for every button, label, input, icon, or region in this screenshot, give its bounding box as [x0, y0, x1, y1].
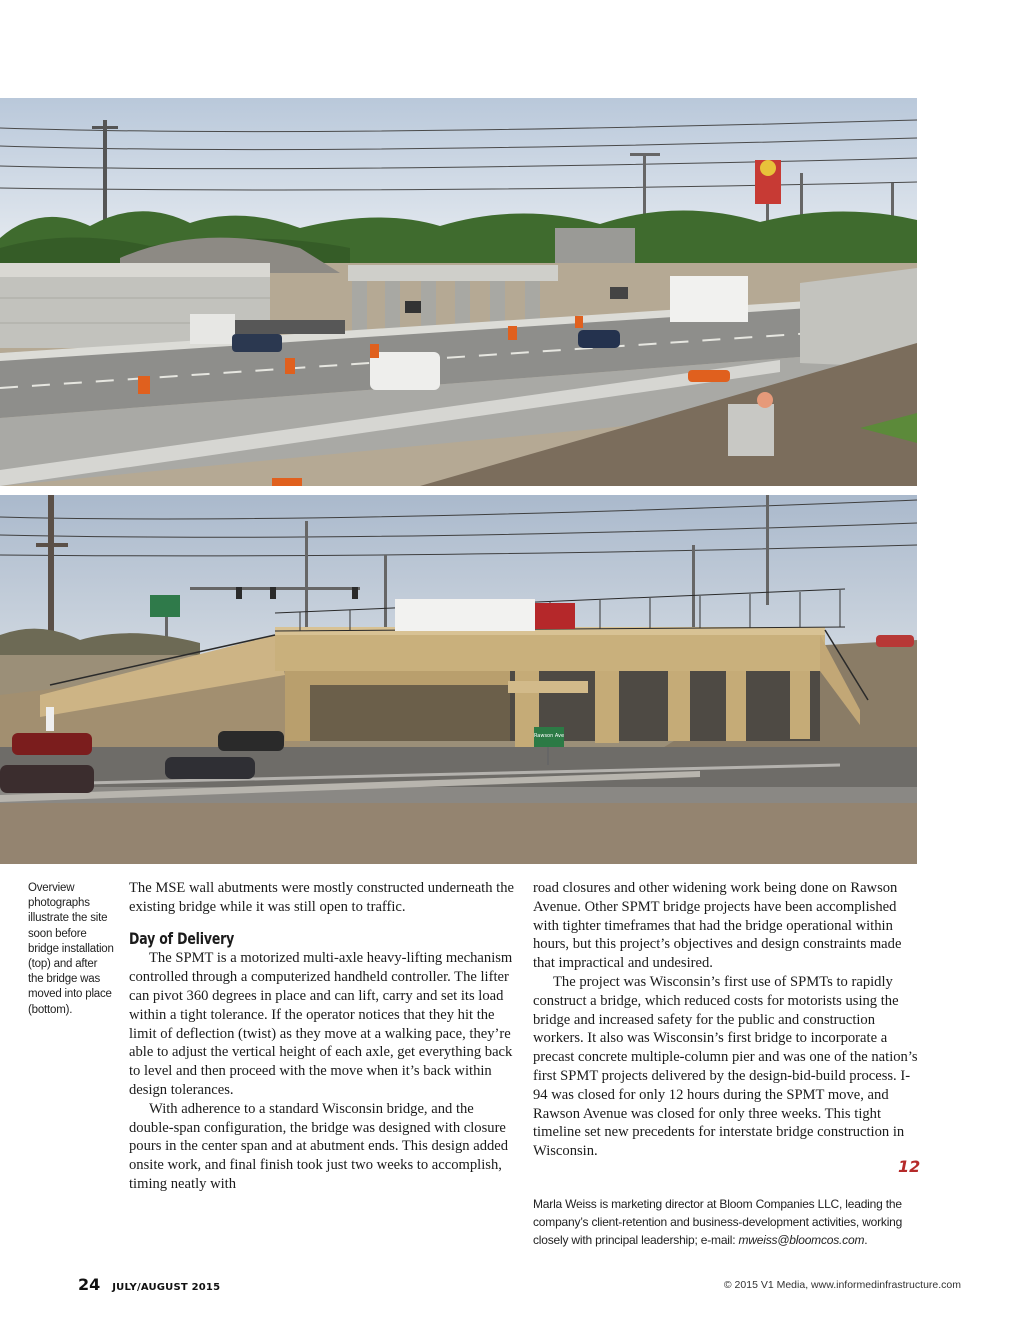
photo-caption: Overview photographs illustrate the site soon before bridge installation (top) and after the bridge was moved into place (bottom).: [28, 882, 114, 1016]
author-bio: [533, 1196, 918, 1249]
street-sign-text: Rawson Ave: [533, 733, 565, 739]
author-bio-text: Marla Weiss is marketing director at Bloom Companies LLC, leading the company’s client-retention and business-development activities, working closely with principal leadership; e-mail:: [533, 1197, 903, 1247]
photo-before-installation: [0, 98, 917, 486]
article-column-2: [533, 879, 918, 1161]
article-column-1: [129, 879, 514, 1194]
construction-site-illustration: [0, 98, 917, 486]
copyright-notice: © 2015 V1 Media, www.informedinfrastructure.com: [723, 1279, 961, 1291]
photo-after-installation: [0, 495, 917, 864]
body-paragraph: road closures and other widening work being done on Rawson Avenue. Other SPMT bridge projects have been accomplished with tighter timeframes that had the bridge operational within hours, but this project’s objectives and design constraints made that impractical and undesired.: [533, 880, 902, 972]
author-bio-suffix: .: [864, 1232, 868, 1247]
page-number: 24: [78, 1275, 101, 1294]
issue-date: JULY/AUGUST 2015: [112, 1282, 221, 1293]
completed-bridge-illustration: [0, 495, 917, 864]
body-paragraph: With adherence to a standard Wisconsin bridge, and the double-span configuration, the bridge was designed with closure pours in the center span and at abutment ends. This design added onsite work, and final finish took just two weeks to accomplish, timing neatly with: [129, 1100, 509, 1192]
section-subhead: Day of Delivery: [129, 928, 235, 948]
page-footer-left: [78, 1275, 220, 1294]
author-email-link[interactable]: mweiss@bloomcos.com: [738, 1232, 865, 1247]
body-paragraph: The SPMT is a motorized multi-axle heavy-lifting mechanism controlled through a computerized handheld controller. The lifter can pivot 360 degrees in place and can lift, carry and set its load within a tight tolerance. If the operator notices that they hit the limit of deflection (twist) as they move at a walking pace, they’re able to adjust the vertical height of each axle, get everything back to level and then proceed with the move when it’s back within design tolerances.: [129, 950, 513, 1098]
article-end-mark: 12: [898, 1157, 921, 1176]
intro-paragraph: The MSE wall abutments were mostly constructed underneath the existing bridge while it was still open to traffic.: [129, 880, 515, 915]
body-paragraph: The project was Wisconsin’s first use of SPMTs to rapidly construct a bridge, which reduced costs for motorists using the bridge and increased safety for the public and construction workers. It also was Wisconsin’s first bridge to incorporate a precast concrete multiple-column pier and was one of the nation’s first SPMT projects delivered by the design-bid-build process. I-94 was closed for only 12 hours during the SPMT move, and Rawson Avenue was closed for only three weeks. This tight timeline set new precedents for interstate bridge construction in Wisconsin.: [533, 973, 918, 1160]
